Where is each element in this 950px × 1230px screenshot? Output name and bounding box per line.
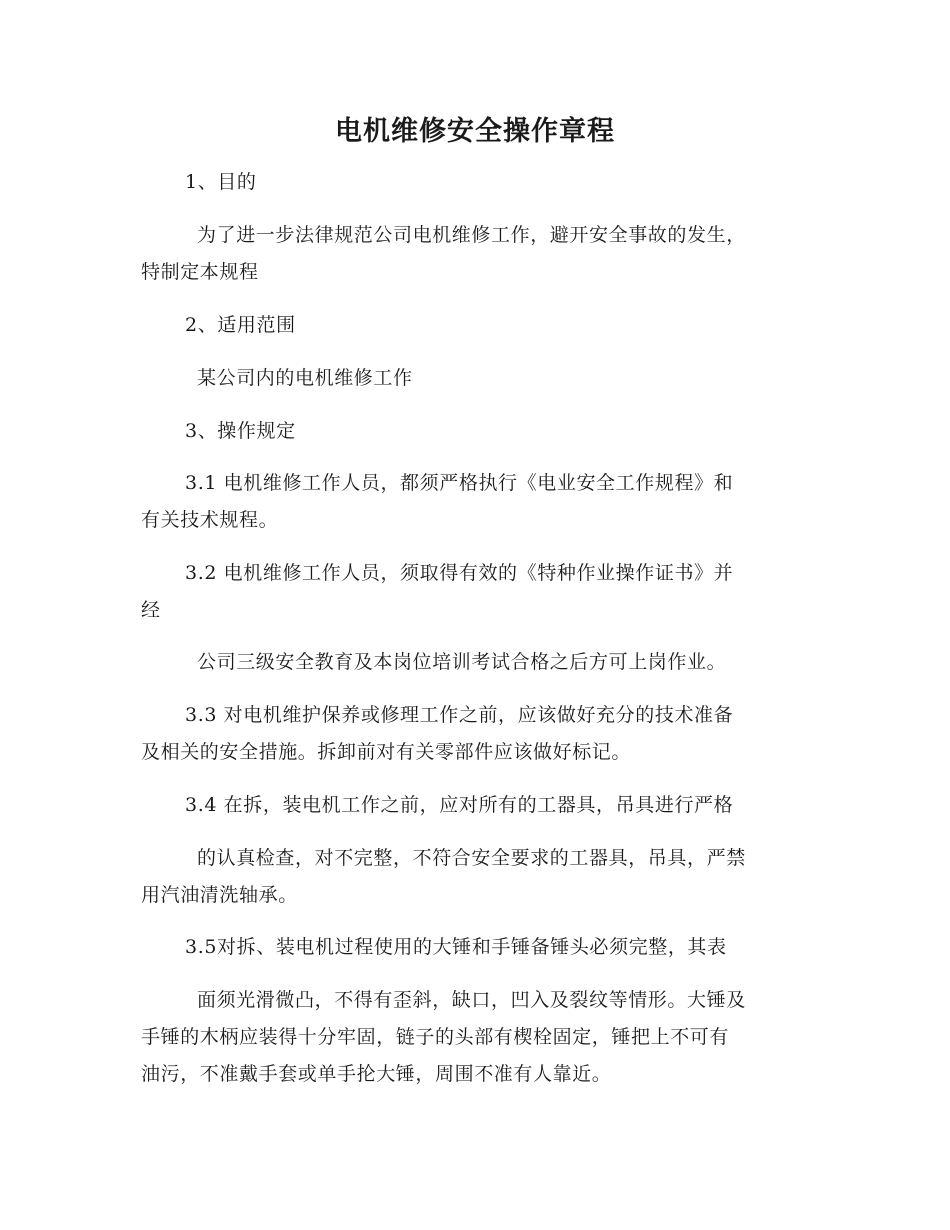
heading-rules: 3、操作规定 <box>185 420 296 442</box>
paragraph-line: 及相关的安全措施。拆卸前对有关零部件应该做好标记。 <box>141 741 632 763</box>
paragraph-line: 用汽油清洗轴承。 <box>141 884 298 906</box>
paragraph-line: 3.1 电机维修工作人员，都须严格执行《电业安全工作规程》和 <box>185 472 734 494</box>
paragraph-line: 公司三级安全教育及本岗位培训考试合格之后方可上岗作业。 <box>197 651 727 673</box>
paragraph-line: 特制定本规程 <box>141 261 259 283</box>
paragraph-line: 3.4 在拆，装电机工作之前，应对所有的工器具，吊具进行严格 <box>185 794 734 816</box>
paragraph-line: 经 <box>141 599 161 621</box>
paragraph-line: 为了进一步法律规范公司电机维修工作，避开安全事故的发生， <box>197 224 746 246</box>
document-title: 电机维修安全操作章程 <box>335 116 615 147</box>
paragraph-line: 3.5对拆、装电机过程使用的大锤和手锤备锤头必须完整，其表 <box>185 936 727 958</box>
paragraph-line: 某公司内的电机维修工作 <box>197 367 413 389</box>
paragraph-line: 手锤的木柄应装得十分牢固，链子的头部有楔栓固定，锤把上不可有 <box>141 1026 730 1048</box>
paragraph-line: 3.3 对电机维护保养或修理工作之前，应该做好充分的技术准备 <box>185 704 734 726</box>
paragraph-line: 3.2 电机维修工作人员，须取得有效的《特种作业操作证书》并 <box>185 562 734 584</box>
heading-purpose: 1、目的 <box>185 171 257 193</box>
heading-scope: 2、适用范围 <box>185 314 296 336</box>
paragraph-line: 油污，不准戴手套或单手抡大锤，周围不准有人靠近。 <box>141 1063 612 1085</box>
paragraph-line: 有关技术规程。 <box>141 509 279 531</box>
paragraph-line: 的认真检查，对不完整，不符合安全要求的工器具，吊具，严禁 <box>197 847 746 869</box>
paragraph-line: 面须光滑微凸，不得有歪斜，缺口，凹入及裂纹等情形。大锤及 <box>197 989 746 1011</box>
